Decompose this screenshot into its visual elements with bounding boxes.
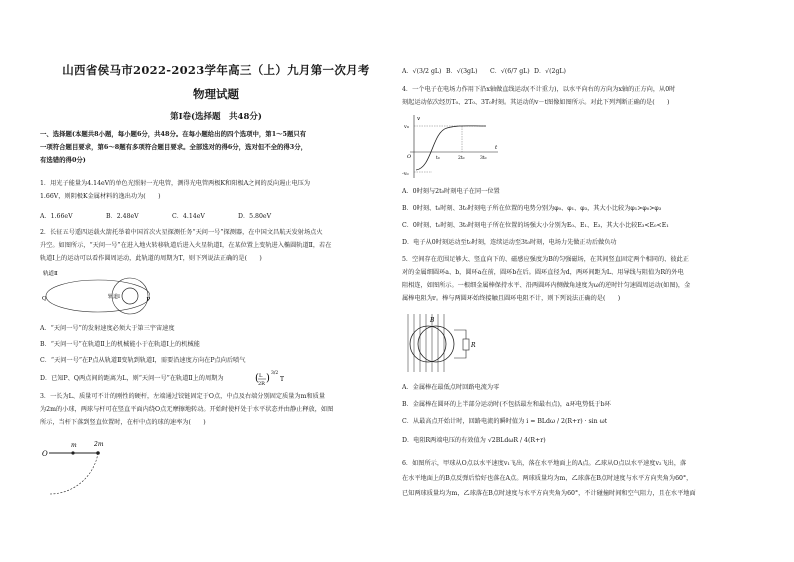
v-axis-label: v	[417, 116, 421, 122]
question-2-text: 升空。如图所示，“天问一号”在进入地火转移轨道后进入火星轨道Ⅰ，在某位置上变轨进入椭圆轨道Ⅱ，若在	[40, 242, 332, 249]
tick-t0: t₀	[436, 156, 440, 161]
q2-option-a: A．“天问一号”的发射速度必须大于第三宇宙速度	[40, 325, 175, 332]
subject-title: 物理试题	[193, 87, 239, 101]
formula-paren-left: (	[255, 373, 259, 384]
pivot-o-label: O	[42, 450, 48, 458]
question-5-text: 阻相连，如图所示。一根细金属棒保持水平、沿两圆环内侧做角速度为ω的逆时针匀速圆周运动(如图)，金	[402, 282, 691, 289]
q5-option-d: D．电阻R两端电压的有效值为 √2BLdωR / 4(R+r)	[402, 437, 546, 444]
q2-option-d: D．已知P、Q两点间的距离为L，则“天问一号”在轨道Ⅱ上的周期为	[40, 375, 224, 382]
section-title: 第Ⅰ卷(选择题 共48分)	[170, 112, 262, 122]
ring-a	[410, 326, 446, 362]
q1-option-a: A．1.66eV	[40, 213, 73, 220]
vt-curve	[416, 126, 486, 170]
q4-option-d: D．电子从0时刻运动至t₀时刻，连续运动至3t₀时刻，电场力先做正功后做负功	[402, 239, 617, 246]
question-6-text: 已知两球质量均为m，乙球落在B点时速度与水平方向夹角为60°，不计碰撞时间和空气阻力，且在水平地面	[402, 490, 696, 497]
point-p-label: P	[146, 297, 150, 303]
tick-3t0: 3t₀	[480, 156, 487, 161]
formula-exponent: 3/2	[271, 371, 279, 376]
ball-m-label: m	[71, 442, 77, 449]
tick-2t0: 2t₀	[458, 156, 465, 161]
q1-option-b: B．2.48eV	[106, 213, 139, 220]
question-5-text: 属棒电阻为r。棒与两圆环始终接触且圆环电阻不计，则下列说法正确的是( )	[402, 295, 621, 302]
question-2-text: 轨道Ⅰ上的运动可以看作圆周运动，此轨道的周期为T，则下列说法正确的是( )	[40, 255, 262, 262]
question-3-text: 3．一长为L、质量可不计的刚性的硬杆，左端通过铰链固定于O点，中点及右端分别固定质量为m和质量	[40, 393, 326, 400]
q5-option-a: A．金属棒在最低点时回路电流为零	[402, 384, 500, 391]
ball-2m-label: 2m	[94, 441, 104, 448]
origin-label: O	[407, 154, 412, 160]
v0-label: v₀	[404, 124, 409, 130]
q4-option-b: B．0时刻、t₀时刻、3t₀时刻电子所在位置的电势分别为φ₀、φ₁、φ₃，其大小比较为φ₁>φ₀>φ₃	[402, 205, 662, 212]
question-1-text: 1.66V，则阴极K金属材料的逸出功为( )	[40, 193, 161, 200]
q3-option-a: A．√(3/2 gL)	[402, 68, 442, 75]
instruction-line: 一项符合题目要求，第6～8题有多项符合题目要求。全部选对的得6分，选对但不全的得3分，	[40, 143, 308, 151]
question-4-text: 刻起运动依次经历T₀、2T₀、3T₀时刻。其运动的v－t图像如图所示。对此下列判断正确的是( )	[402, 99, 670, 106]
question-5-text: 对的金属细圆环a、b，圆环a在前，圆环b在后。圆环直径为d，两环间距为L、用导线与阻值为R的外电	[402, 269, 684, 276]
right-column	[402, 0, 756, 562]
q2-option-b: B．“天问一号”在轨道Ⅱ上的机械能小于在轨道Ⅰ上的机械能	[40, 341, 200, 348]
ball-m	[71, 451, 74, 454]
question-1-text: 1．用光子能量为4.14eV的单色光照射一光电管，测得光电管两极K和阳极A之间的反向遏止电压为	[40, 180, 311, 187]
q3-option-d: D．√(2gL)	[534, 68, 566, 75]
q1-option-d: D．5.80eV	[238, 213, 272, 220]
resistor-r	[463, 339, 469, 350]
q3-option-c: C．√(6/7 gL)	[490, 68, 530, 75]
orbit-ii-ellipse	[46, 280, 150, 312]
instruction-line: 一、选择题(本题共8小题，每小题6分，共48分。在每小题给出的四个选项中，第1～5题只有	[40, 130, 307, 138]
resistor-r-label: R	[471, 342, 476, 349]
question-3-text: 为2m的小球，两球与杆可在竖直平面内绕O点无摩擦地转动。开始时使杆处于水平状态并由静止释放，如图	[40, 406, 334, 413]
mars-planet	[122, 288, 138, 304]
exam-title: 山西省侯马市2022-2023学年高三（上）九月第一次月考	[62, 63, 370, 77]
orbit-caption: 轨道Ⅱ	[43, 271, 58, 277]
orbit-figure	[40, 266, 150, 316]
q4-option-a: A．0时刻与2t₀时刻电子在同一位置	[402, 188, 500, 195]
question-6-text: 在水平地面上的B点反弹后恰好也落在A点。两球质量均为m，乙球落在B点时速度与水平方向夹角为60°，	[402, 475, 693, 482]
formula-t: T	[280, 376, 285, 383]
q3-option-b: B．√(3gL)	[446, 68, 478, 75]
ring-b	[418, 326, 454, 362]
question-4-text: 4．一个电子在电场力作用下沿x轴做直线运动(不计重力)，以水平向右的方向为x轴的正方向，从0时	[402, 86, 676, 93]
rings-figure	[404, 310, 484, 376]
question-6-text: 6．如图所示，甲球从O点以水平速度v₁飞出，落在水平地面上的A点。乙球从O点以水平速度v₂飞出，落	[402, 460, 687, 467]
q4-option-c: C．0时刻、t₀时刻、3t₀时刻电子所在位置的场强大小分别为E₀、E₁、E₃，其大小比较E₃<E₀<E₁	[402, 222, 669, 229]
field-b-label: B	[430, 317, 435, 324]
swing-arc	[49, 453, 98, 494]
question-2-text: 2．长征五号遥四运载火箭托举着中国首次火星探测任务“天问一号”探测器，在中国文昌航天发射场点火	[40, 229, 323, 236]
q5-option-b: B．金属棒在圆环的上半部分运动时(不包括最左和最右点)，a环电势低于b环	[402, 401, 611, 408]
t-axis-label: t	[495, 145, 498, 151]
rod-figure	[40, 436, 120, 498]
q5-option-c: C．从最高点开始计时，回路电流的瞬时值为 i = BLdω / 2(R+r) · sin ωt	[402, 418, 608, 425]
formula-num: L	[259, 373, 263, 379]
q1-option-c: C．4.14eV	[172, 213, 205, 220]
point-q-label: Q	[42, 296, 47, 302]
question-3-text: 所示，当杆下落到竖直位置时，在杆中点的球的速率为( )	[40, 419, 206, 426]
orbit-i-label: 轨道Ⅰ	[108, 294, 120, 300]
period-formula	[254, 368, 294, 390]
q2-option-c: C．“天问一号”在P点从轨道Ⅱ变轨到轨道Ⅰ，需要沿速度方向在P点向后喷气	[40, 357, 246, 364]
neg-v0-label: -v₀	[402, 171, 409, 177]
instruction-line: 有选错的得0分)	[40, 156, 86, 164]
formula-den: 2R	[258, 381, 265, 387]
formula-paren-right: )	[266, 373, 270, 384]
vt-graph	[402, 112, 502, 182]
question-5-text: 5．空间存在范围足够大、竖直向下的、磁感应强度为B的匀强磁场，在其间竖直固定两个相同的、彼此正	[402, 256, 689, 263]
left-column	[40, 0, 392, 562]
